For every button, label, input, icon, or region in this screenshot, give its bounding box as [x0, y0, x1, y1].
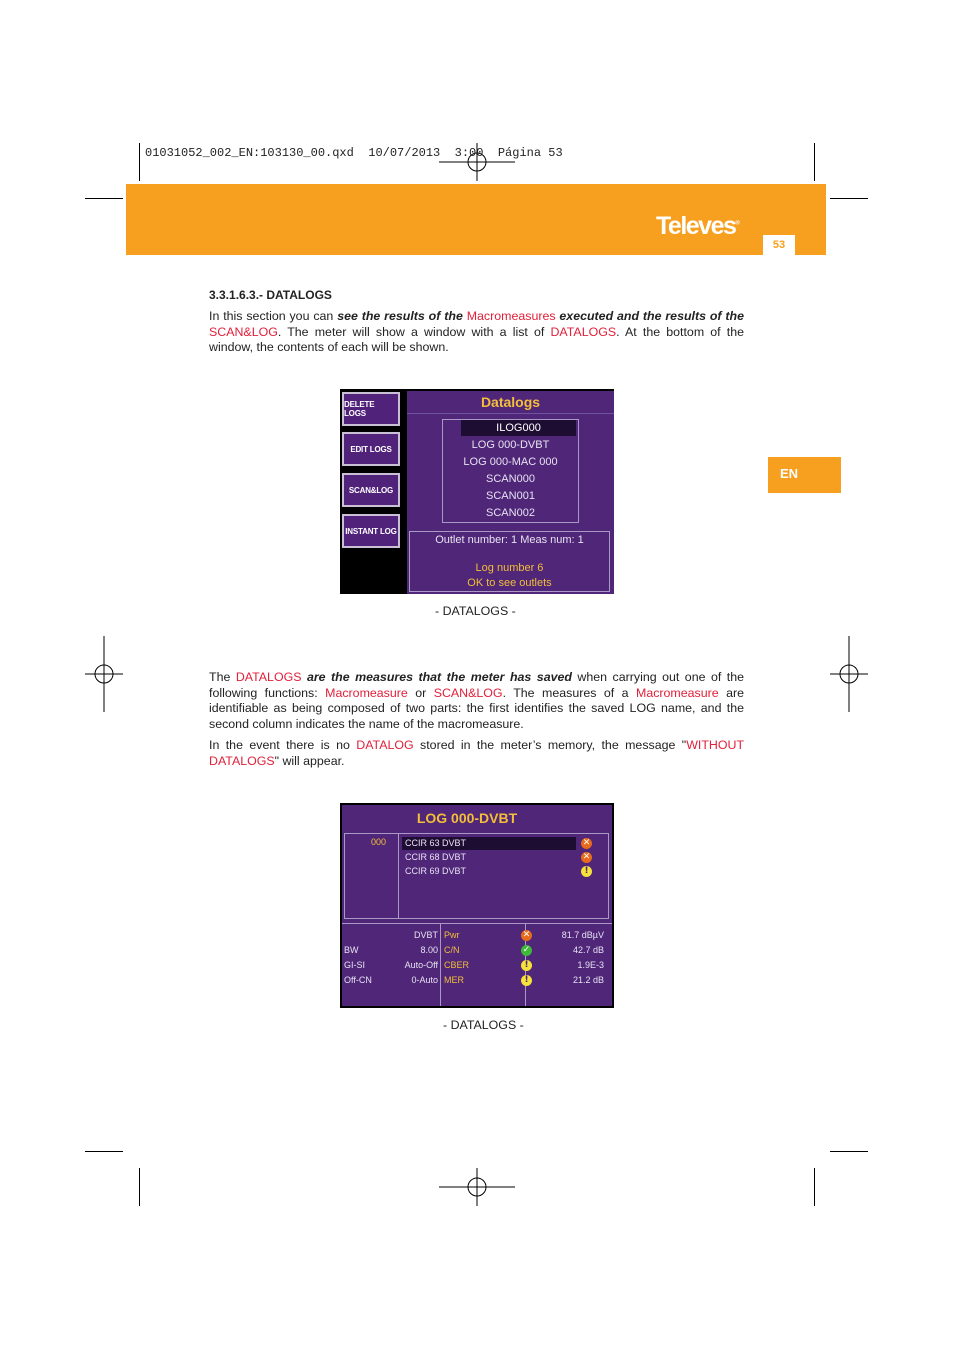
- televes-logo: Televes®: [656, 212, 740, 240]
- datalogs-screen: [340, 389, 614, 594]
- measure-name: C/N: [444, 945, 460, 955]
- log-index: 000: [371, 837, 387, 847]
- warning-icon: !: [521, 960, 532, 971]
- language-tab: EN: [768, 457, 841, 493]
- divider: [398, 834, 399, 918]
- measure-value: 42.7 dB: [572, 945, 604, 955]
- channel-row[interactable]: CCIR 63 DVBT: [402, 837, 576, 850]
- param-value: DVBT: [413, 930, 438, 940]
- error-icon: ✕: [582, 852, 591, 862]
- channel-list-box: [344, 833, 609, 919]
- param-label: BW: [344, 945, 359, 955]
- datalogs-list: [442, 419, 579, 523]
- divider: [440, 924, 441, 1006]
- warning-icon: !: [521, 975, 532, 986]
- measure-name: MER: [444, 975, 464, 985]
- delete-logs-button[interactable]: DELETE LOGS: [342, 392, 400, 426]
- paragraph-without-datalogs: In the event there is no DATALOG stored in the meter’s memory, the message "WITHOUT DATALOGS" will appear.: [209, 738, 745, 768]
- measure-value: 81.7 dBµV: [561, 930, 604, 940]
- param-value: 0-Auto: [411, 975, 438, 985]
- page-number: 53: [763, 235, 795, 255]
- figure-caption: - DATALOGS -: [443, 1018, 524, 1032]
- measure-name: CBER: [444, 960, 470, 970]
- channel-row[interactable]: CCIR 68 DVBT: [405, 852, 467, 862]
- log-number: Log number 6: [475, 562, 544, 574]
- list-item[interactable]: ILOG000: [461, 420, 576, 436]
- log-detail-panel: [342, 805, 612, 1006]
- log-detail-screen: [340, 803, 614, 1008]
- scan-log-button[interactable]: SCAN&LOG: [342, 473, 400, 507]
- param-value: Auto-Off: [404, 960, 438, 970]
- datalogs-panel: [407, 391, 614, 594]
- param-label: Off-CN: [344, 975, 372, 985]
- channel-row[interactable]: CCIR 69 DVBT: [405, 866, 467, 876]
- list-item[interactable]: LOG 000-DVBT: [471, 439, 550, 451]
- error-icon: ✕: [522, 930, 531, 940]
- list-item[interactable]: SCAN002: [486, 507, 535, 519]
- edit-logs-button[interactable]: EDIT LOGS: [342, 432, 400, 466]
- list-item[interactable]: SCAN001: [486, 490, 535, 502]
- instant-log-button[interactable]: INSTANT LOG: [342, 514, 400, 548]
- measure-value: 21.2 dB: [572, 975, 604, 985]
- warning-icon: !: [581, 866, 592, 877]
- datalog-info-box: [409, 531, 610, 592]
- list-item[interactable]: LOG 000-MAC 000: [463, 456, 558, 468]
- paragraph-datalogs: The DATALOGS are the measures that the meter has saved when carrying out one of the following functions: Macromeasure or SCAN&LOG. The measures of a Macromeasure are identifiable as being composed of two parts: the first identifies the saved LOG name, and the second column indicates the name of the macromeasure.: [209, 670, 745, 731]
- param-label: GI-SI: [344, 960, 366, 970]
- param-value: 8.00: [420, 945, 438, 955]
- log-title: LOG 000-DVBT: [416, 810, 518, 826]
- check-icon: ✓: [522, 945, 531, 955]
- section-heading: 3.3.1.6.3.- DATALOGS: [209, 288, 332, 302]
- error-icon: ✕: [582, 838, 591, 848]
- datalogs-title: Datalogs: [407, 391, 614, 414]
- measurement-box: [342, 923, 612, 1006]
- outlet-info: Outlet number: 1 Meas num: 1: [435, 534, 584, 546]
- ok-hint: OK to see outlets: [467, 577, 552, 589]
- list-item[interactable]: SCAN000: [486, 473, 535, 485]
- paragraph-intro: In this section you can see the results of the Macromeasures executed and the results of the SCAN&LOG. The meter will show a window with a list of DATALOGS. At the bottom of the window, the contents of each will be shown.: [209, 309, 745, 355]
- figure-caption: - DATALOGS -: [435, 604, 516, 618]
- print-slug: 01031052_002_EN:103130_00.qxd 10/07/2013 3:00 Página 53: [145, 146, 563, 160]
- measure-name: Pwr: [444, 930, 460, 940]
- measure-value: 1.9E-3: [577, 960, 604, 970]
